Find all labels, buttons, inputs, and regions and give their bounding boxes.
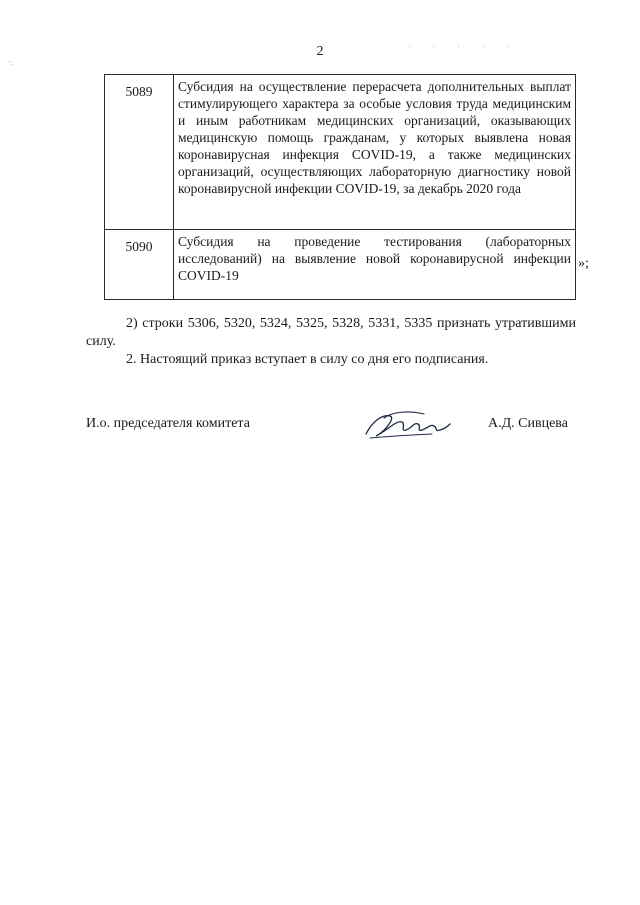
effective-date-paragraph: 2. Настоящий приказ вступает в силу со дня его подписания. <box>126 352 489 367</box>
code-cell: 5089 <box>105 75 174 230</box>
scan-artifact-mark: ·: <box>8 58 13 67</box>
code-cell: 5090 <box>105 230 174 300</box>
description-cell: Субсидия на проведение тестирования (лабораторных исследований) на выявление новой коронавирусной инфекции COVID-19 <box>174 230 576 300</box>
signer-title: И.о. председателя комитета <box>86 416 250 431</box>
signer-name: А.Д. Сивцева <box>488 416 568 431</box>
budget-codes-table <box>104 74 576 300</box>
scan-artifact-dots: · · · · · <box>408 42 520 51</box>
handwritten-signature <box>362 408 452 442</box>
table-row <box>105 75 576 230</box>
closing-quote-mark: »; <box>578 256 589 271</box>
page-number: 2 <box>316 44 324 59</box>
repeal-paragraph: 2) строки 5306, 5320, 5324, 5325, 5328, 5331, 5335 признать утратившими силу. <box>86 316 576 349</box>
description-cell: Субсидия на осуществление перерасчета дополнительных выплат стимулирующего характера за особые условия труда медицинским и иным работникам медицинских организаций, оказывающих медицинскую помощь гражданам, у которых выявлена новая коронавирусная инфекция COVID-19, а также медицинских организаций, осуществляющих лабораторную диагностику новой коронавирусной инфекции COVID-19, за декабрь 2020 года <box>174 75 576 230</box>
table-row <box>105 230 576 300</box>
